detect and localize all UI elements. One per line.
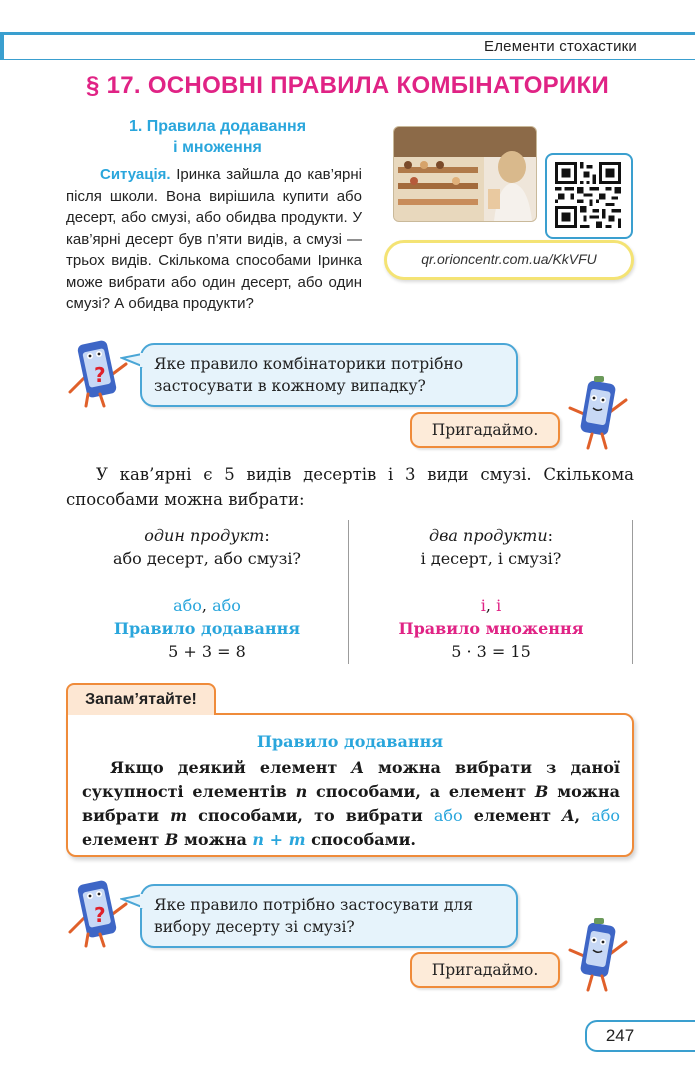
addition-rule-title: Правило додавання — [256, 732, 444, 751]
header-left-bar — [0, 32, 4, 60]
rule-var-m: m — [170, 806, 188, 825]
left-result — [72, 594, 342, 663]
right-question: і десерт, і смузі? — [420, 549, 562, 568]
question-bubble-2 — [140, 884, 518, 948]
rule-var-n: n — [295, 782, 308, 801]
section-header: Елементи стохастики — [484, 38, 637, 55]
svg-text:?: ? — [94, 363, 106, 387]
rule-part: Якщо деякий елемент — [110, 758, 352, 777]
rule-part: способами, то вибрати — [187, 806, 434, 825]
right-conj-1: і — [480, 596, 486, 615]
column-divider-right — [632, 520, 633, 664]
intro-text: У кав’ярні є 5 видів десертів і 3 види смузі. Скількома способами можна вибрати: — [66, 465, 634, 509]
answer-bubble-2: Пригадаймо. — [410, 952, 560, 988]
phone-mascot-answer-icon — [566, 916, 632, 996]
question-1-line2: застосувати в кожному випадку? — [154, 377, 426, 395]
page-number: 247 — [605, 1026, 635, 1045]
addition-rule-text — [82, 756, 620, 852]
bubble-tail-1 — [120, 350, 144, 370]
right-heading-colon: : — [547, 526, 554, 545]
phone-mascot-answer-icon — [566, 374, 632, 454]
phone-mascot-question-icon — [64, 336, 134, 410]
subsection-title-line1: 1. Правила додавання — [128, 118, 307, 135]
right-conj-2: і — [496, 596, 502, 615]
multiplication-rule-label: Правило множення — [398, 619, 584, 638]
right-column — [356, 524, 626, 570]
cafe-photo — [393, 126, 537, 222]
right-result — [356, 594, 626, 663]
left-column — [72, 524, 342, 570]
left-comma: , — [201, 596, 207, 615]
remember-tab: Запам’ятайте! — [66, 683, 216, 715]
rule-part: способами, а елемент — [307, 782, 535, 801]
right-comma: , — [485, 596, 491, 615]
left-question: або десерт, або смузі? — [112, 549, 302, 568]
rule-part: елемент — [462, 806, 563, 825]
qr-code-icon[interactable] — [555, 162, 621, 228]
svg-text:?: ? — [94, 903, 106, 927]
question-1-line1: Яке правило комбінаторики потрібно — [154, 355, 464, 373]
rule-part: елемент — [82, 830, 165, 849]
rule-part: можна вибрати — [82, 782, 621, 825]
situation-lead: Ситуація. — [100, 166, 171, 183]
rule-or-1: або — [433, 806, 463, 825]
question-2-line1: Яке правило потрібно застосувати для — [154, 896, 474, 914]
intro-paragraph — [66, 462, 634, 512]
rule-var-b: B — [164, 830, 179, 849]
left-conj-2: або — [212, 596, 241, 615]
question-2-line2: вибору десерту зі смузі? — [154, 918, 355, 936]
page-title: § 17. ОСНОВНІ ПРАВИЛА КОМБІНАТОРИКИ — [85, 72, 610, 99]
rule-var-a: A — [351, 758, 364, 777]
rule-part: способами. — [305, 830, 416, 849]
rule-part: можна — [178, 830, 253, 849]
column-divider — [348, 520, 349, 664]
addition-rule-label: Правило додавання — [113, 619, 301, 638]
question-bubble-1 — [140, 343, 518, 407]
answer-bubble-1: Пригадаймо. — [410, 412, 560, 448]
situation-text: Іринка зайшла до кав’ярні після школи. Вона вирішила купити або десерт, або смузі, або обидва продукти. У кав’ярні десерт був п’яти видів, а смузі — трьох видів. Скількома способами Іринка може вибрати або один десерт, або один смузі? А обидва продукти? — [66, 166, 362, 312]
rule-var-a: A — [562, 806, 575, 825]
rule-or-2: або — [591, 806, 621, 825]
qr-link[interactable]: qr.orioncentr.com.ua/KkVFU — [421, 251, 597, 267]
left-heading-colon: : — [264, 526, 270, 545]
rule-part: можна вибрати з даної сукупності елементів — [82, 758, 621, 801]
left-heading: один продукт — [144, 526, 265, 545]
multiplication-formula: 5 · 3 = 15 — [451, 642, 531, 661]
right-heading: два продукти — [428, 526, 548, 545]
phone-mascot-question-icon — [64, 876, 134, 950]
bubble-tail-2 — [120, 891, 144, 911]
situation-paragraph — [66, 164, 362, 315]
rule-var-b: B — [534, 782, 549, 801]
rule-sum: n + m — [252, 830, 306, 849]
subsection-title — [100, 116, 335, 158]
rule-part: , — [574, 806, 592, 825]
left-conj-1: або — [173, 596, 202, 615]
addition-formula: 5 + 3 = 8 — [168, 642, 246, 661]
subsection-title-line2: і множення — [173, 139, 262, 156]
